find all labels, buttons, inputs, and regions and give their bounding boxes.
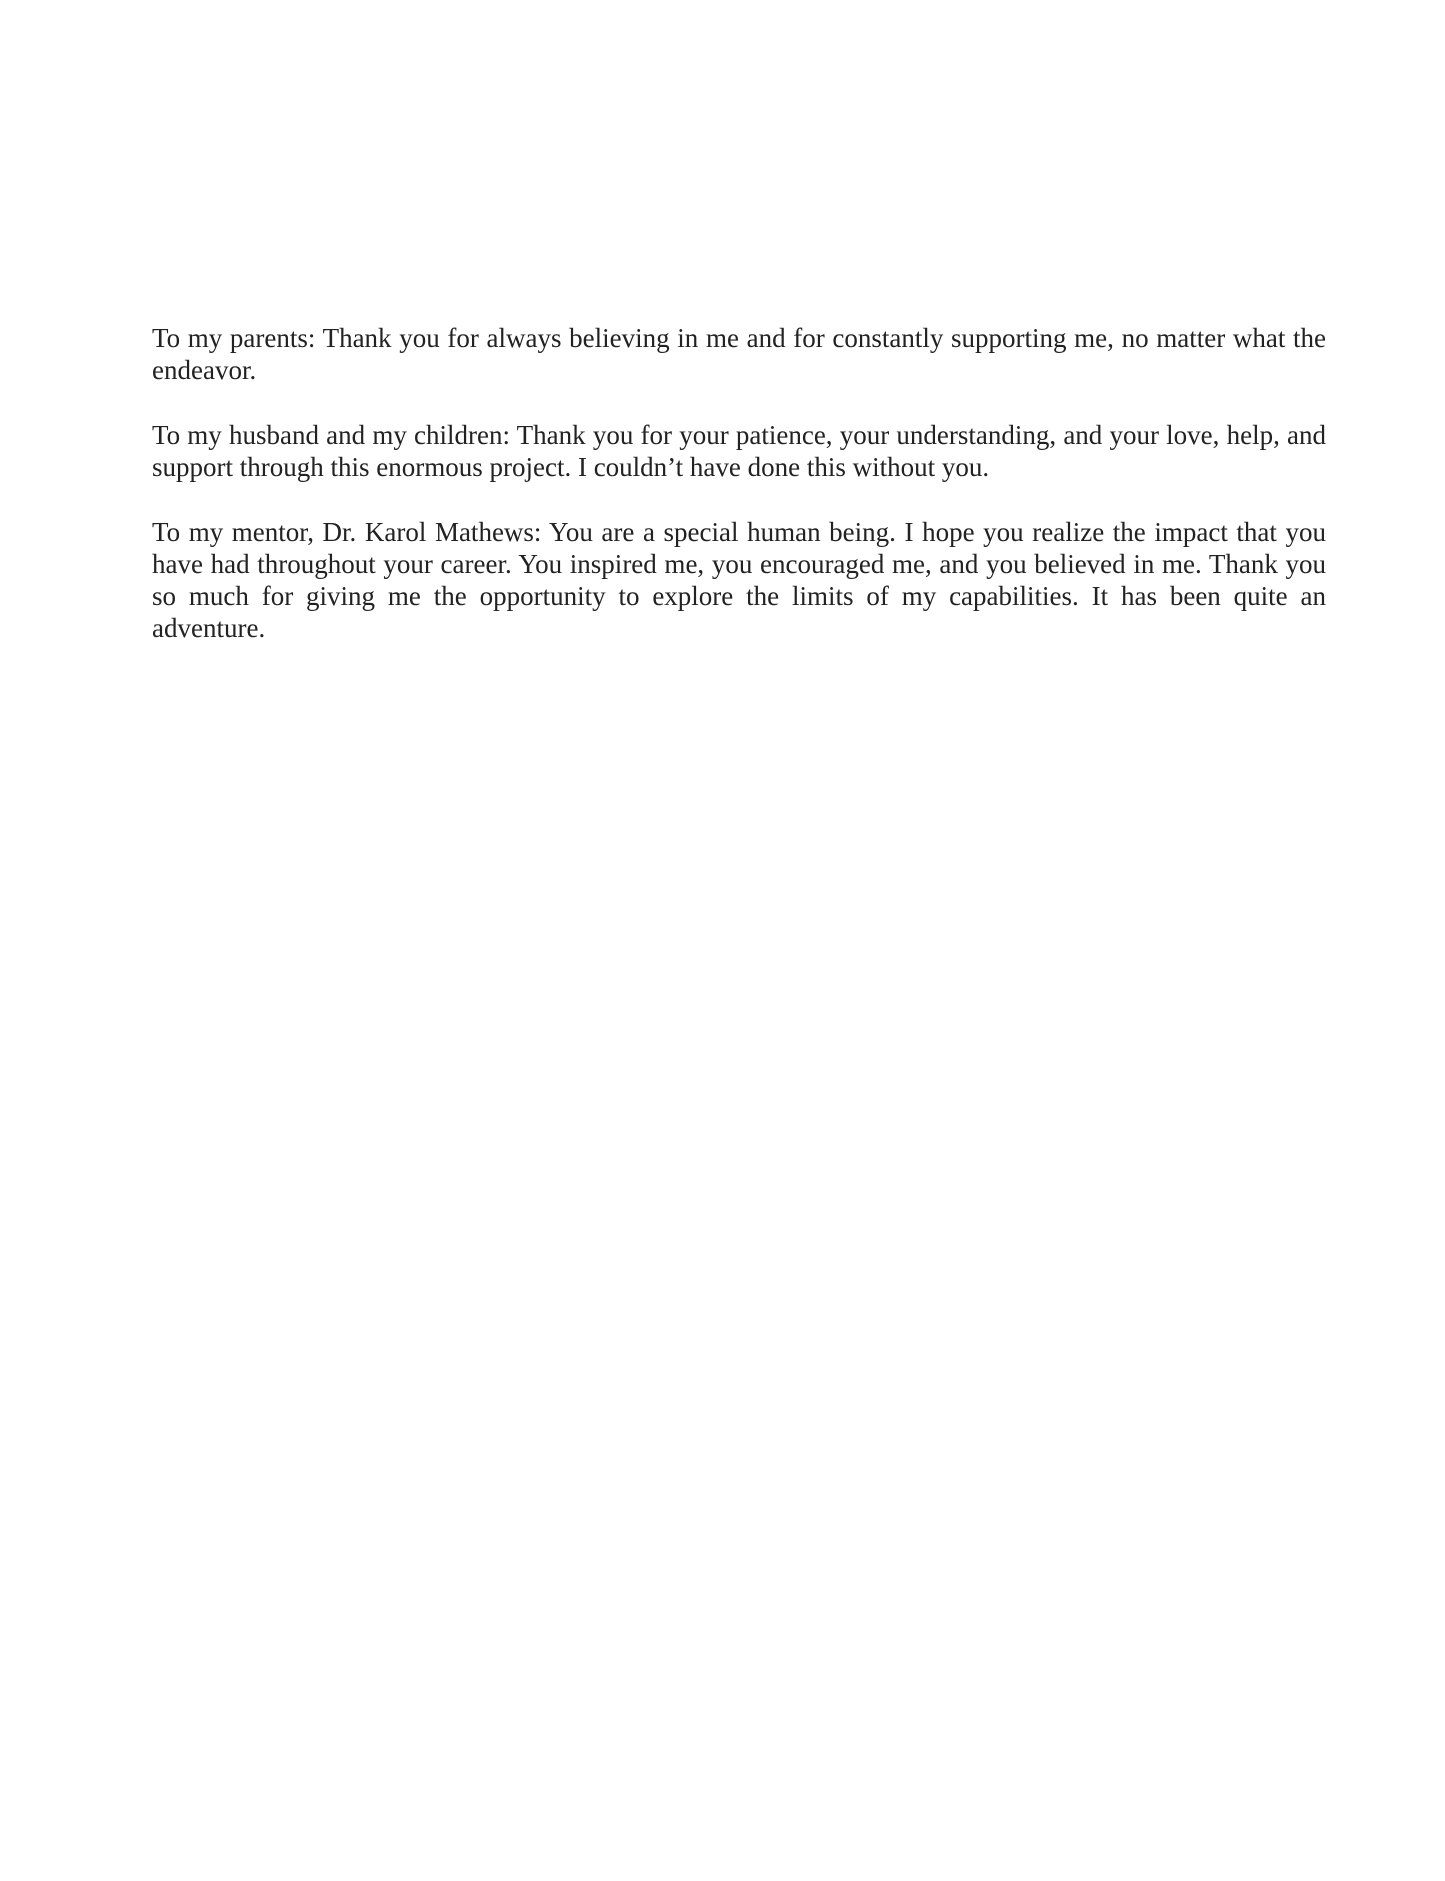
- dedication-paragraph-mentor: To my mentor, Dr. Karol Mathews: You are a special human being. I hope you realize the impact that you have had throughout your career. You inspired me, you encouraged me, and you believed in me. Thank you so much for giving me the opportunity to explore the limits of my capabilities. It has been quite an adventure.: [152, 517, 1326, 643]
- dedication-text: [152, 322, 1326, 644]
- dedication-paragraph-parents: To my parents: Thank you for always believing in me and for constantly supporting me, no matter what the endeavor.: [152, 323, 1326, 385]
- dedication-paragraph-family: To my husband and my children: Thank you for your patience, your understanding, and your love, help, and support through this enormous project. I couldn’t have done this without you.: [152, 420, 1326, 482]
